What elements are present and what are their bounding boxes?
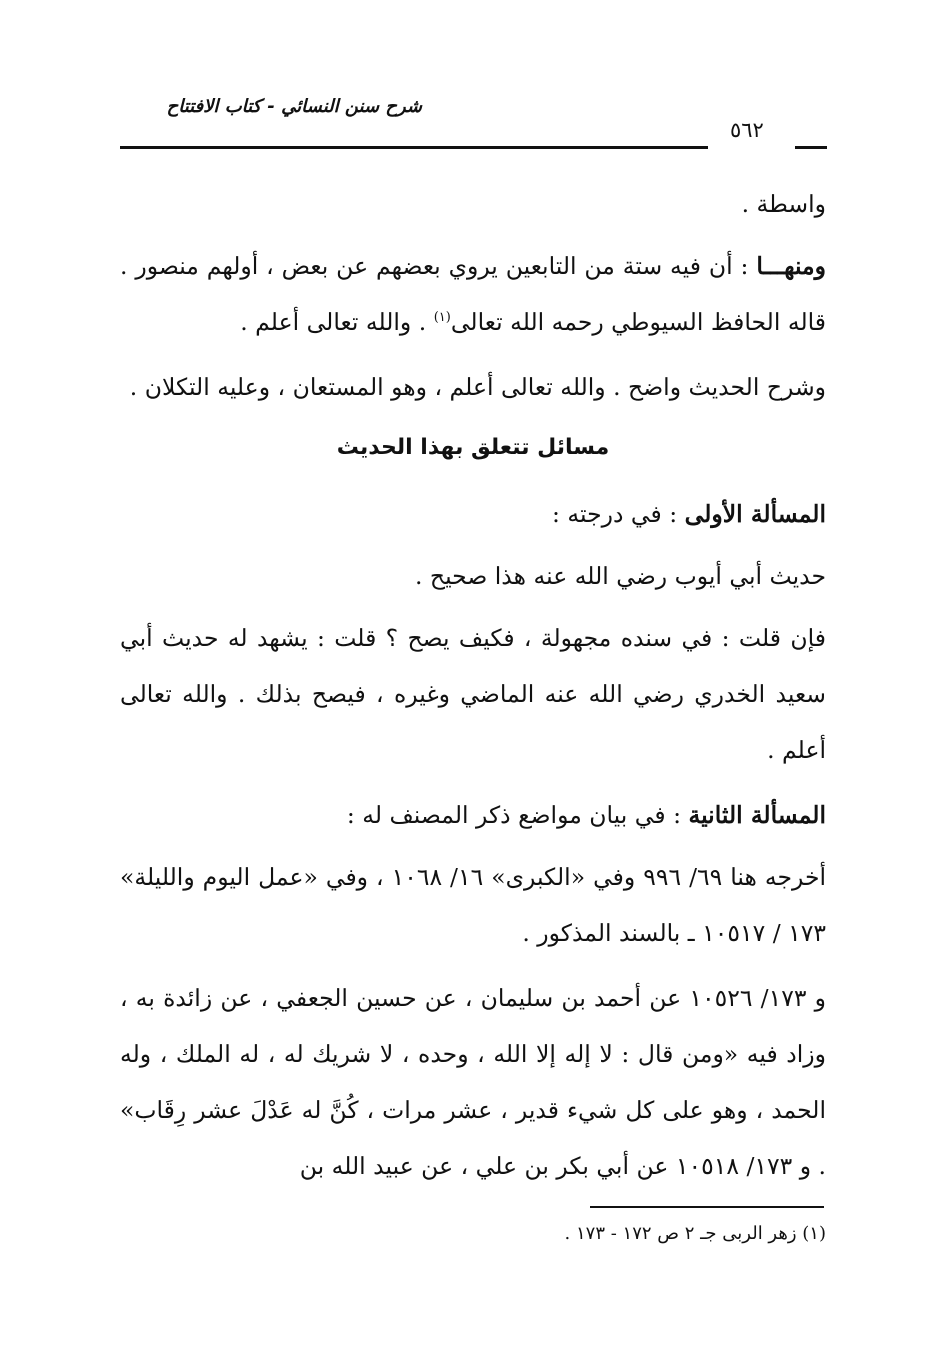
question-lead: المسألة الثانية — [688, 801, 826, 829]
running-title: شرح سنن النسائي - كتاب الافتتاح — [166, 96, 422, 117]
paragraph-text: . والله تعالى أعلم . — [240, 308, 427, 336]
paragraph-lead: ومنهـــا — [756, 252, 826, 280]
footnote-rule — [590, 1206, 824, 1208]
paragraph: أخرجه هنا ٦٩/ ٩٩٦ وفي «الكبرى» ١٦/ ١٠٦٨ ، وفي «عمل اليوم والليلة» ١٧٣ / ١٠٥١٧ ـ بالسند المذكور . — [120, 863, 827, 947]
section-heading: مسائل تتعلق بهذا الحديث — [336, 435, 610, 460]
paragraph: فإن قلت : في سنده مجهولة ، فكيف يصح ؟ قلت : يشهد له حديث أبي سعيد الخدري رضي الله عنه الماضي وغيره ، فيصح بذلك . والله تعالى أعلم . — [120, 624, 826, 764]
body-text — [120, 176, 826, 1203]
paragraph: وشرح الحديث واضح . والله تعالى أعلم ، وهو المستعان ، وعليه التكلان . — [129, 373, 826, 401]
question-heading — [120, 486, 826, 542]
question-text: : في بيان مواضع ذكر المصنف له : — [346, 801, 681, 829]
header-rule — [120, 146, 708, 149]
paragraph: و ١٧٣/ ١٠٥٢٦ عن أحمد بن سليمان ، عن حسين الجعفي ، عن زائدة به ، وزاد فيه «ومن قال : لا إله إلا الله ، وحده ، لا شريك له ، له الملك ، وله الحمد ، وهو على كل شيء قدير ، عشر مرات ، كُنَّ له عَدْلَ عشر رِقَاب» . و ١٧٣/ ١٠٥١٨ عن أبي بكر بن علي ، عن عبيد الله بن — [120, 984, 826, 1180]
paragraph — [120, 238, 826, 350]
paragraph: واسطة . — [741, 190, 826, 218]
page-number-rule — [795, 146, 827, 149]
paragraph: حديث أبي أيوب رضي الله عنه هذا صحيح . — [414, 562, 826, 590]
footnote: (١) زهر الربى جـ ٢ ص ١٧٢ - ١٧٣ . — [564, 1223, 826, 1244]
paragraph-text: : أن فيه ستة من التابعين يروي بعضهم عن بعض ، أولهم منصور . قاله الحافظ السيوطي رحمه الله تعالى — [120, 252, 826, 336]
question-heading — [120, 787, 826, 843]
question-lead: المسألة الأولى — [684, 500, 826, 528]
page-number: ٥٦٢ — [730, 118, 764, 142]
footnote-reference: (١) — [433, 310, 451, 326]
question-text: : في درجته : — [552, 500, 678, 528]
